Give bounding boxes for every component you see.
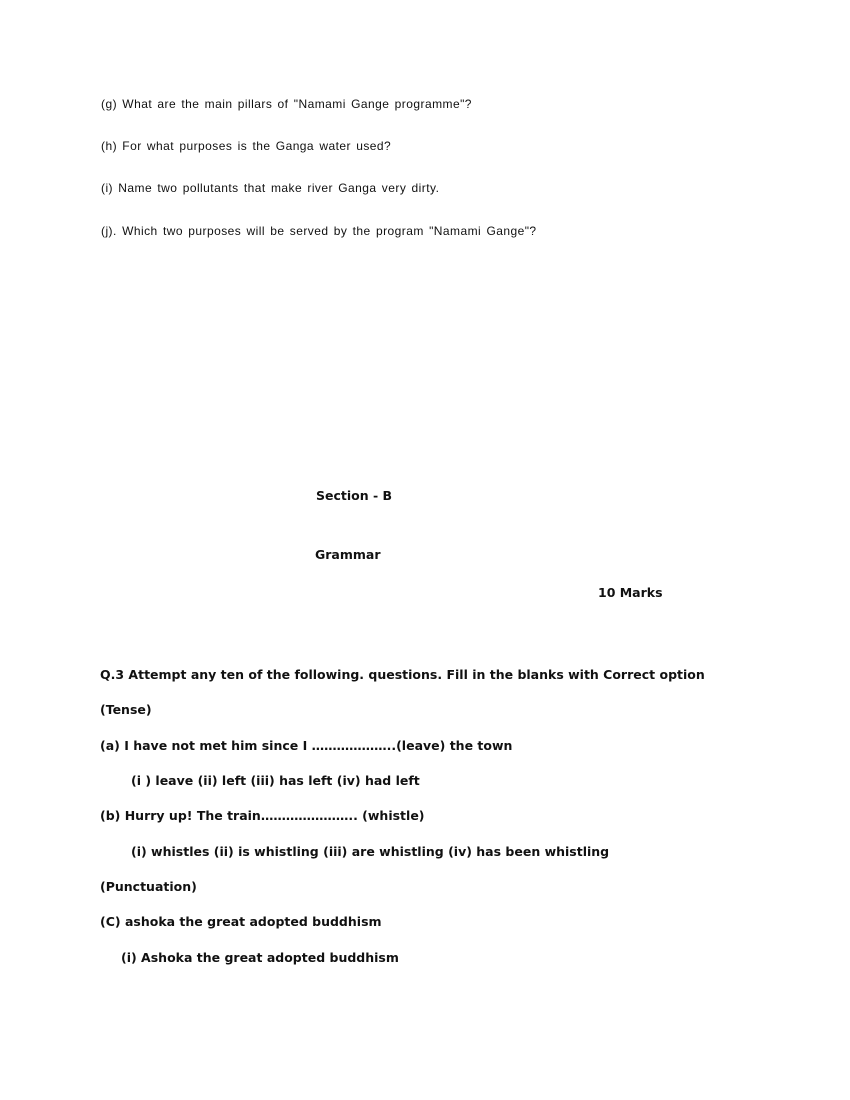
- q3-instruction: Q.3 Attempt any ten of the following. questions. Fill in the blanks with Correct option: [100, 667, 705, 682]
- question-c-option-i: (i) Ashoka the great adopted buddhism: [121, 950, 399, 965]
- marks-label: 10 Marks: [598, 585, 663, 600]
- question-b-options: (i) whistles (ii) is whistling (iii) are whistling (iv) has been whistling: [131, 844, 610, 859]
- question-h: (h) For what purposes is the Ganga water used?: [101, 139, 392, 153]
- question-a: (a) I have not met him since I ………………..(leave) the town: [100, 738, 513, 753]
- question-b: (b) Hurry up! The train………………….. (whistle): [100, 808, 425, 823]
- question-a-options: (i ) leave (ii) left (iii) has left (iv) had left: [131, 773, 420, 788]
- punctuation-heading: (Punctuation): [100, 879, 197, 894]
- section-title: Section - B: [316, 488, 393, 503]
- tense-heading: (Tense): [100, 702, 152, 717]
- question-c: (C) ashoka the great adopted buddhism: [100, 914, 382, 929]
- section-subtitle: Grammar: [315, 547, 381, 562]
- question-g: (g) What are the main pillars of "Namami Gange programme"?: [101, 97, 472, 111]
- question-i: (i) Name two pollutants that make river Ganga very dirty.: [101, 181, 440, 195]
- question-j: (j). Which two purposes will be served by the program "Namami Gange"?: [101, 224, 537, 238]
